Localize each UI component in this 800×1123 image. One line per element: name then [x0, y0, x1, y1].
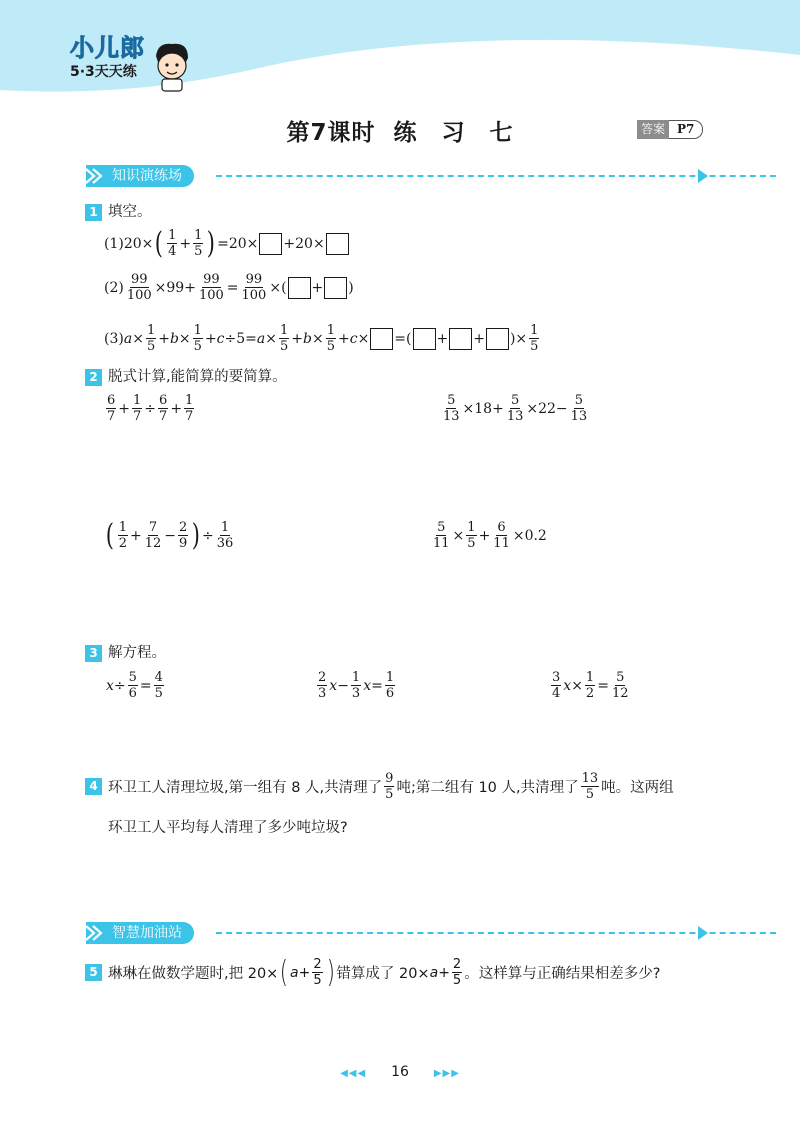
answer-box[interactable] [324, 277, 347, 299]
q2-expr-1: $\frac{6}{7}$ + $\frac{1}{7}$ ÷ $\frac{6}{7}$ + $\frac{1}{7}$ [107, 393, 194, 424]
answer-box[interactable] [326, 233, 349, 255]
q1-part-2: (2) $\frac{99}{100}$ ×99+ $\frac{99}{100}$ = $\frac{99}{100}$ ×( + ) [104, 272, 354, 303]
q2-expr-2: $\frac{5}{13}$ ×18+ $\frac{5}{13}$ ×22− $\frac{5}{13}$ [443, 393, 588, 424]
question-2-number: 2 [85, 369, 102, 386]
q3-equation-1: x ÷ $\frac{5}{6}$ = $\frac{4}{5}$ [106, 670, 163, 701]
lesson-name: 练 习 七 [393, 120, 514, 146]
answer-box[interactable] [288, 277, 311, 299]
left-arrows-icon: ◀◀◀ [340, 1068, 367, 1079]
q5-correct-expression: ( a + $\frac{2}{5}$ ) [280, 954, 335, 990]
q2-expr-4: $\frac{5}{11}$ × $\frac{1}{5}$ + $\frac{6}{11}$ ×0.2 [433, 520, 547, 551]
section-divider [216, 932, 776, 934]
answer-box[interactable] [370, 328, 393, 350]
section-practice-label: 知识演练场 [86, 165, 194, 187]
right-arrows-icon: ▶▶▶ [433, 1068, 460, 1079]
answer-box[interactable] [413, 328, 436, 350]
question-5-number: 5 [85, 964, 102, 981]
q1-part-1: (1) 20× ( $\frac{1}{4}$ + $\frac{1}{5}$ ) =20× +20× [104, 228, 350, 259]
lesson-number: 第7课时 [286, 120, 376, 146]
boy-mascot-icon [150, 40, 192, 92]
question-3-heading [85, 641, 166, 662]
section-divider [216, 175, 776, 177]
section-challenge-header [86, 922, 716, 944]
question-5-text-b: 错算成了 20× [336, 966, 430, 982]
question-4-text-c: 吨。这两组 [601, 780, 674, 796]
section-challenge-label: 智慧加油站 [86, 922, 194, 944]
answer-box[interactable] [449, 328, 472, 350]
question-1-number: 1 [85, 204, 102, 221]
question-5 [85, 954, 661, 990]
question-4-line-1 [85, 771, 674, 802]
double-arrow-icon [84, 923, 106, 943]
question-5-text-a: 琳琳在做数学题时,把 20× [108, 966, 279, 982]
question-2-heading [85, 365, 287, 386]
brand-logo [70, 28, 145, 81]
q3-equation-3: $\frac{3}{4}$ x × $\frac{1}{2}$ = $\frac{5}{12}$ [552, 670, 629, 701]
page-footer [0, 1064, 800, 1080]
q5-wrong-expression: a + $\frac{2}{5}$ [429, 957, 462, 988]
q2-expr-3: ( $\frac{1}{2}$ + $\frac{7}{12}$ − $\frac{2}{9}$ ) ÷ $\frac{1}{36}$ [105, 517, 234, 553]
q4-frac1-denominator: 5 [385, 787, 394, 802]
answer-label: 答案 [637, 120, 669, 139]
answer-reference [637, 119, 703, 139]
question-3-number: 3 [85, 645, 102, 662]
q3-equation-2: $\frac{2}{3}$ x − $\frac{1}{3}$ x = $\frac{1}{6}$ [318, 670, 395, 701]
arrow-right-icon [698, 926, 708, 940]
page-number: 16 [391, 1064, 409, 1080]
question-4-text-b: 吨;第二组有 10 人,共清理了 [396, 780, 579, 796]
q4-frac2-numerator: 13 [581, 771, 599, 786]
q1-part-1-label: (1) [104, 235, 124, 252]
question-4-number: 4 [85, 778, 102, 795]
q1-part-2-label: (2) [104, 279, 124, 296]
section-practice-header [86, 165, 716, 187]
q1-part-3-label: (3) [104, 330, 124, 347]
q1-part-3: (3) a × $\frac{1}{5}$ + b × $\frac{1}{5}$ + c ÷5= a × $\frac{1}{5}$ + b × $\frac{1}{5}$ + c × =( + + )× $\frac{1}{5}$ [104, 323, 539, 354]
answer-page: P7 [669, 120, 703, 139]
question-4-line-2: 环卫工人平均每人清理了多少吨垃圾? [108, 820, 348, 836]
q4-frac1-numerator: 9 [385, 771, 394, 786]
answer-box[interactable] [259, 233, 282, 255]
q4-frac2-denominator: 5 [585, 787, 595, 802]
double-arrow-icon [84, 166, 106, 186]
logo-subtitle: 5·3天天练 [70, 64, 137, 80]
logo-title: 小儿郎 [70, 34, 145, 62]
question-1-heading [85, 200, 152, 221]
question-2-prompt: 脱式计算,能简算的要简算。 [108, 369, 287, 385]
question-4-text-a: 环卫工人清理垃圾,第一组有 8 人,共清理了 [108, 780, 383, 796]
arrow-right-icon [698, 169, 708, 183]
question-1-prompt: 填空。 [108, 204, 152, 220]
question-5-text-c: 。这样算与正确结果相差多少? [464, 966, 661, 982]
answer-box[interactable] [486, 328, 509, 350]
question-3-prompt: 解方程。 [108, 645, 166, 661]
